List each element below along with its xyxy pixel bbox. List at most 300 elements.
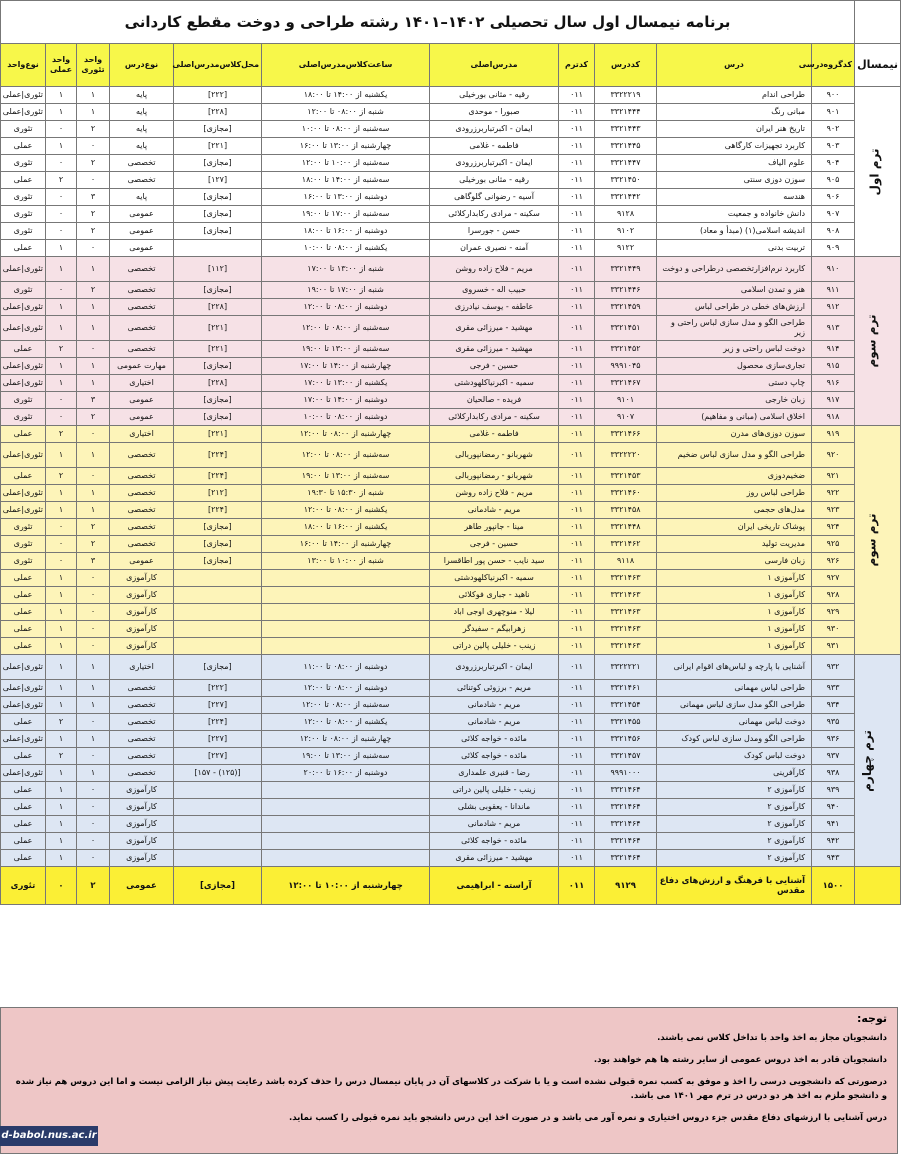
instructor: فریده - صالحیان (430, 392, 559, 409)
instructor: آراسته - ابراهیمی (430, 867, 559, 905)
instructor: ایمان - اکبرتباربرزرودی (430, 121, 559, 138)
term-code: ۰۱۱ (559, 867, 595, 905)
course-type: عمومی (110, 867, 174, 905)
practical-units: ۰ (46, 519, 77, 536)
course-name: ضخیم‌دوزی (657, 468, 812, 485)
class-location: [۲۲۸] (174, 375, 262, 392)
theory-units: ۲ (77, 155, 110, 172)
group-code: ۹۱۱ (812, 282, 855, 299)
unit-type: تئوری (1, 155, 46, 172)
practical-units: ۱ (46, 621, 77, 638)
practical-units: ۱ (46, 358, 77, 375)
practical-units: ۱ (46, 697, 77, 714)
class-location: [(۱۲۵) - ۱۵۷] (174, 765, 262, 782)
header-theory-units: واحد تئوری (77, 44, 110, 87)
group-code: ۹۱۹ (812, 426, 855, 443)
theory-units: ۰ (77, 426, 110, 443)
notes-box (0, 1007, 898, 1154)
course-type: کارآموزی (110, 816, 174, 833)
practical-units: ۱ (46, 638, 77, 655)
table-header (1, 44, 901, 87)
class-location (174, 782, 262, 799)
table-row (1, 206, 901, 223)
course-name: طراحی الگو ومدل سازی لباس کودک (657, 731, 812, 748)
practical-units: ۲ (46, 714, 77, 731)
table-row (1, 299, 901, 316)
class-time: سه‌شنبه از ۱۷:۰۰ تا ۱۹:۰۰ (262, 206, 430, 223)
class-time: چهارشنبه از ۱۴:۰۰ تا ۱۶:۰۰ (262, 536, 430, 553)
group-code: ۹۱۳ (812, 316, 855, 341)
course-code: ۳۳۲۱۴۵۱ (595, 316, 657, 341)
course-name: مدل‌های حجمی (657, 502, 812, 519)
course-name: پوشاک تاریخی ایران (657, 519, 812, 536)
table-row (1, 104, 901, 121)
course-type: تخصصی (110, 257, 174, 282)
unit-type: تئوری|عملی (1, 697, 46, 714)
instructor: مریم - برزوئی کوتنائی (430, 680, 559, 697)
instructor: زهرابیگم - سفیدگر (430, 621, 559, 638)
unit-type: عملی (1, 748, 46, 765)
unit-type: تئوری|عملی (1, 87, 46, 104)
group-code: ۹۱۴ (812, 341, 855, 358)
table-row (1, 121, 901, 138)
table-row (1, 519, 901, 536)
group-code: ۹۲۴ (812, 519, 855, 536)
class-time: یکشنبه از ۱۳:۰۰ تا ۱۷:۰۰ (262, 375, 430, 392)
group-code: ۹۰۳ (812, 138, 855, 155)
unit-type: تئوری|عملی (1, 502, 46, 519)
table-row (1, 604, 901, 621)
course-name: کارآموزی ۲ (657, 850, 812, 867)
term-code: ۰۱۱ (559, 409, 595, 426)
course-name: آشنایی با پارچه و لباس‌های اقوام ایرانی (657, 655, 812, 680)
term-code: ۰۱۱ (559, 485, 595, 502)
semester-label (855, 257, 901, 426)
course-name: طراحی لباس روز (657, 485, 812, 502)
class-time: سه‌شنبه از ۰۸:۰۰ تا ۱۰:۰۰ (262, 121, 430, 138)
course-code: ۳۳۲۱۴۶۳ (595, 621, 657, 638)
instructor: فاطمه - غلامی (430, 138, 559, 155)
instructor: ناهید - جباری فوکلائی (430, 587, 559, 604)
instructor: رقیه - مثانی بورخیلی (430, 172, 559, 189)
course-type: کارآموزی (110, 799, 174, 816)
corner-cell (855, 1, 901, 44)
instructor: سمیه - اکبرنیاکلهودشتی (430, 375, 559, 392)
class-time: شنبه از ۱۷:۰۰ تا ۱۹:۰۰ (262, 282, 430, 299)
instructor: حسین - فرجی (430, 358, 559, 375)
practical-units: ۰ (46, 121, 77, 138)
term-code: ۰۱۱ (559, 816, 595, 833)
unit-type: تئوری|عملی (1, 765, 46, 782)
unit-type: عملی (1, 468, 46, 485)
class-location (174, 833, 262, 850)
class-location: [مجازی] (174, 121, 262, 138)
practical-units: ۱ (46, 782, 77, 799)
note-item: درس آشنایی با ارزشهای دفاع مقدس جزء دروس اختیاری و نمره آور می باشد و در صورت اخذ این درس دانشجو باید نمره قبولی را کسب نماید. (288, 1113, 887, 1123)
group-code: ۹۲۰ (812, 443, 855, 468)
practical-units: ۰ (46, 409, 77, 426)
course-name: آشنایی با فرهنگ و ارزش‌های دفاع مقدس (657, 867, 812, 905)
theory-units: ۰ (77, 570, 110, 587)
instructor: مریم - شادمانی (430, 502, 559, 519)
course-type: تخصصی (110, 443, 174, 468)
practical-units: ۲ (46, 172, 77, 189)
course-name: طراحی الگو مدل سازی لباس مهمانی (657, 697, 812, 714)
course-type: تخصصی (110, 299, 174, 316)
instructor: مائده - خواجه کلائی (430, 833, 559, 850)
unit-type: عملی (1, 850, 46, 867)
course-type: پایه (110, 87, 174, 104)
course-type: اختیاری (110, 375, 174, 392)
course-name: زبان خارجی (657, 392, 812, 409)
header-group-code: کدگروه‌درسی (812, 44, 855, 87)
practical-units: ۱ (46, 833, 77, 850)
instructor: مریم - شادمانی (430, 816, 559, 833)
term-code: ۰۱۱ (559, 189, 595, 206)
theory-units: ۳ (77, 392, 110, 409)
header-course-code: کددرس (595, 44, 657, 87)
class-time: چهارشنبه از ۰۸:۰۰ تا ۱۲:۰۰ (262, 731, 430, 748)
group-code: ۹۱۵ (812, 358, 855, 375)
theory-units: ۱ (77, 697, 110, 714)
practical-units: ۱ (46, 87, 77, 104)
class-location: [۲۲۴] (174, 714, 262, 731)
class-time: شنبه از ۱۳:۰۰ تا ۱۷:۰۰ (262, 257, 430, 282)
class-location: [مجازی] (174, 655, 262, 680)
term-code: ۰۱۱ (559, 223, 595, 240)
course-code: ۳۳۲۲۲۲۱ (595, 655, 657, 680)
practical-units: ۰ (46, 553, 77, 570)
course-name: سوزن دوزی‌های مدرن (657, 426, 812, 443)
table-row (1, 850, 901, 867)
unit-type: عملی (1, 799, 46, 816)
class-time: چهارشنبه از ۱۳:۰۰ تا ۱۶:۰۰ (262, 138, 430, 155)
instructor: فاطمه - غلامی (430, 426, 559, 443)
term-code: ۰۱۱ (559, 782, 595, 799)
class-location: [۲۲۴] (174, 502, 262, 519)
group-code: ۹۲۲ (812, 485, 855, 502)
class-time (262, 816, 430, 833)
class-time: چهارشنبه از ۰۸:۰۰ تا ۱۲:۰۰ (262, 426, 430, 443)
course-code: ۳۳۲۱۴۶۴ (595, 816, 657, 833)
course-code: ۹۱۰۱ (595, 392, 657, 409)
unit-type: تئوری|عملی (1, 299, 46, 316)
course-name: اخلاق اسلامی (مبانی و مفاهیم) (657, 409, 812, 426)
unit-type: عملی (1, 587, 46, 604)
course-type: تخصصی (110, 731, 174, 748)
term-code: ۰۱۱ (559, 358, 595, 375)
class-location: [۲۲۱] (174, 316, 262, 341)
course-type: کارآموزی (110, 604, 174, 621)
instructor: آمنه - نصیری عمران (430, 240, 559, 257)
class-location: [مجازی] (174, 155, 262, 172)
instructor: سکینه - مرادی رکابدارکلائی (430, 206, 559, 223)
class-location: [مجازی] (174, 206, 262, 223)
header-time: ساعت‌کلاس‌مدرس‌اصلی (262, 44, 430, 87)
table-row (1, 714, 901, 731)
instructor: زینب - خلیلی پالین دراتی (430, 782, 559, 799)
practical-units: ۰ (46, 155, 77, 172)
course-type: تخصصی (110, 714, 174, 731)
unit-type: عملی (1, 714, 46, 731)
term-code: ۰۱۱ (559, 468, 595, 485)
term-code: ۰۱۱ (559, 799, 595, 816)
group-code: ۹۳۳ (812, 680, 855, 697)
instructor: سمیه - اکبرنیاکلهودشتی (430, 570, 559, 587)
header-course-type: نوع‌درس (110, 44, 174, 87)
term-code: ۰۱۱ (559, 697, 595, 714)
course-code: ۳۳۲۱۴۴۴ (595, 104, 657, 121)
course-type: پایه (110, 121, 174, 138)
theory-units: ۰ (77, 621, 110, 638)
course-code: ۳۳۲۱۴۵۸ (595, 502, 657, 519)
unit-type: عملی (1, 426, 46, 443)
class-location: [۱۱۲] (174, 257, 262, 282)
practical-units: ۲ (46, 341, 77, 358)
class-location: [۲۲۲] (174, 87, 262, 104)
practical-units: ۱ (46, 104, 77, 121)
class-time: دوشنبه از ۰۸:۰۰ تا ۱۱:۰۰ (262, 655, 430, 680)
course-code: ۳۳۲۱۴۵۲ (595, 341, 657, 358)
group-code: ۹۳۹ (812, 782, 855, 799)
course-name: کارآموزی ۱ (657, 587, 812, 604)
class-location: [۲۲۷] (174, 731, 262, 748)
theory-units: ۱ (77, 680, 110, 697)
unit-type: عملی (1, 138, 46, 155)
course-code: ۳۳۲۲۲۱۹ (595, 87, 657, 104)
class-time: شنبه از ۱۰:۰۰ تا ۱۳:۰۰ (262, 553, 430, 570)
theory-units: ۱ (77, 485, 110, 502)
class-location: [۲۲۲] (174, 680, 262, 697)
class-location: [مجازی] (174, 282, 262, 299)
class-time: دوشنبه از ۰۸:۰۰ تا ۱۰:۰۰ (262, 409, 430, 426)
table-row (1, 731, 901, 748)
unit-type: تئوری (1, 409, 46, 426)
table-row (1, 155, 901, 172)
table-row (1, 443, 901, 468)
unit-type: تئوری (1, 223, 46, 240)
class-location: [مجازی] (174, 536, 262, 553)
table-row (1, 697, 901, 714)
theory-units: ۱ (77, 257, 110, 282)
course-code: ۹۱۲۹ (595, 867, 657, 905)
instructor: مائده - خواجه کلائی (430, 748, 559, 765)
course-name: کارآفرینی (657, 765, 812, 782)
course-code: ۳۳۲۱۴۶۷ (595, 375, 657, 392)
course-code: ۳۳۲۱۴۶۳ (595, 638, 657, 655)
course-type: تخصصی (110, 282, 174, 299)
unit-type: عملی (1, 782, 46, 799)
theory-units: ۰ (77, 748, 110, 765)
table-row (1, 87, 901, 104)
instructor: مریم - فلاح زاده روشن (430, 485, 559, 502)
group-code: ۹۴۳ (812, 850, 855, 867)
class-time: چهارشنبه از ۱۰:۰۰ تا ۱۲:۰۰ (262, 867, 430, 905)
practical-units: ۱ (46, 604, 77, 621)
class-time: سه‌شنبه از ۰۸:۰۰ تا ۱۲:۰۰ (262, 697, 430, 714)
table-row (1, 799, 901, 816)
course-name: سوزن دوزی سنتی (657, 172, 812, 189)
group-code: ۹۲۶ (812, 553, 855, 570)
group-code: ۹۳۵ (812, 714, 855, 731)
course-name: طراحی الگو و مدل سازی لباس راحتی و زیر (657, 316, 812, 341)
practical-units: ۰ (46, 536, 77, 553)
note-item: دانشجویان مجاز به اخذ واحد با تداخل کلاس نمی باشند. (657, 1033, 887, 1043)
unit-type: تئوری (1, 867, 46, 905)
term-code: ۰۱۱ (559, 121, 595, 138)
unit-type: عملی (1, 816, 46, 833)
course-type: تخصصی (110, 485, 174, 502)
table-row (1, 223, 901, 240)
class-location: [مجازی] (174, 392, 262, 409)
instructor: رضا - قنبری علمداری (430, 765, 559, 782)
course-code: ۳۳۲۱۴۵۳ (595, 468, 657, 485)
class-location: [۲۱۲] (174, 485, 262, 502)
course-type: تخصصی (110, 316, 174, 341)
course-name: تجاری‌سازی محصول (657, 358, 812, 375)
course-name: دانش خانواده و جمعیت (657, 206, 812, 223)
theory-units: ۰ (77, 850, 110, 867)
class-location: [۲۲۷] (174, 748, 262, 765)
group-code: ۹۰۵ (812, 172, 855, 189)
course-name: مبانی رنگ (657, 104, 812, 121)
course-type: تخصصی (110, 341, 174, 358)
group-code: ۹۰۰ (812, 87, 855, 104)
group-code: ۹۲۳ (812, 502, 855, 519)
course-type: کارآموزی (110, 782, 174, 799)
unit-type: تئوری|عملی (1, 316, 46, 341)
term-code: ۰۱۱ (559, 680, 595, 697)
course-code: ۳۳۲۱۴۵۴ (595, 697, 657, 714)
term-code: ۰۱۱ (559, 655, 595, 680)
theory-units: ۱ (77, 316, 110, 341)
practical-units: ۲ (46, 468, 77, 485)
practical-units: ۰ (46, 206, 77, 223)
header-semester: نیمسال (855, 44, 901, 87)
unit-type: تئوری|عملی (1, 443, 46, 468)
unit-type: تئوری|عملی (1, 680, 46, 697)
term-code: ۰۱۱ (559, 731, 595, 748)
practical-units: ۱ (46, 765, 77, 782)
instructor: ایمان - اکبرتباربرزرودی (430, 655, 559, 680)
header-instructor: مدرس‌اصلی (430, 44, 559, 87)
unit-type: تئوری (1, 189, 46, 206)
class-time (262, 799, 430, 816)
group-code: ۹۱۷ (812, 392, 855, 409)
class-time (262, 587, 430, 604)
term-code: ۰۱۱ (559, 621, 595, 638)
course-type: تخصصی (110, 519, 174, 536)
theory-units: ۱ (77, 765, 110, 782)
course-code: ۳۳۲۱۴۶۱ (595, 680, 657, 697)
unit-type: عملی (1, 172, 46, 189)
instructor: رقیه - مثانی بورخیلی (430, 87, 559, 104)
unit-type: تئوری|عملی (1, 485, 46, 502)
class-time: دوشنبه از ۱۶:۰۰ تا ۱۸:۰۰ (262, 223, 430, 240)
theory-units: ۲ (77, 121, 110, 138)
course-code: ۹۱۲۲ (595, 240, 657, 257)
theory-units: ۰ (77, 816, 110, 833)
practical-units: ۰ (46, 189, 77, 206)
course-code: ۳۳۲۱۴۵۷ (595, 748, 657, 765)
instructor: مریم - شادمانی (430, 697, 559, 714)
course-name: علوم الیاف (657, 155, 812, 172)
term-code: ۰۱۱ (559, 138, 595, 155)
group-code: ۹۱۶ (812, 375, 855, 392)
table-row (1, 172, 901, 189)
table-row (1, 748, 901, 765)
table-row (1, 502, 901, 519)
instructor: آسیه - رضوانی گلوگاهی (430, 189, 559, 206)
unit-type: عملی (1, 604, 46, 621)
term-code: ۰۱۱ (559, 604, 595, 621)
unit-type: تئوری|عملی (1, 375, 46, 392)
term-code: ۰۱۱ (559, 443, 595, 468)
instructor: سید نایب - حسن پور اطاقسرا (430, 553, 559, 570)
course-code: ۳۳۲۲۲۲۰ (595, 443, 657, 468)
group-code: ۹۴۱ (812, 816, 855, 833)
class-location (174, 587, 262, 604)
practical-units: ۱ (46, 257, 77, 282)
group-code: ۹۱۲ (812, 299, 855, 316)
course-name: کاربرد تجهیزات کارگاهی (657, 138, 812, 155)
group-code: ۹۳۱ (812, 638, 855, 655)
term-code: ۰۱۱ (559, 282, 595, 299)
instructor: ماندانا - یعقوبی بشلی (430, 799, 559, 816)
term-code: ۰۱۱ (559, 850, 595, 867)
class-time: سه‌شنبه از ۰۸:۰۰ تا ۱۲:۰۰ (262, 316, 430, 341)
instructor: حبیب اله - خسروی (430, 282, 559, 299)
course-code: ۳۳۲۱۴۵۰ (595, 172, 657, 189)
unit-type: عملی (1, 833, 46, 850)
table-row (1, 257, 901, 282)
group-code: ۹۰۸ (812, 223, 855, 240)
theory-units: ۲ (77, 282, 110, 299)
class-location: [مجازی] (174, 867, 262, 905)
unit-type: عملی (1, 621, 46, 638)
unit-type: تئوری|عملی (1, 257, 46, 282)
class-time: سه‌شنبه از ۱۰:۰۰ تا ۱۲:۰۰ (262, 155, 430, 172)
unit-type: عملی (1, 341, 46, 358)
practical-units: ۱ (46, 816, 77, 833)
class-location: [۲۲۱] (174, 138, 262, 155)
course-code: ۳۳۲۱۴۶۳ (595, 604, 657, 621)
term-code: ۰۱۱ (559, 257, 595, 282)
class-time: سه‌شنبه از ۰۸:۰۰ تا ۱۲:۰۰ (262, 443, 430, 468)
term-code: ۰۱۱ (559, 536, 595, 553)
group-code: ۹۲۸ (812, 587, 855, 604)
instructor: لیلا - منوچهری اوجی اباد (430, 604, 559, 621)
course-name: زبان فارسی (657, 553, 812, 570)
course-name: کارآموزی ۱ (657, 570, 812, 587)
theory-units: ۱ (77, 375, 110, 392)
site-watermark: d-babol.nus.ac.ir (0, 1126, 98, 1146)
course-type: عمومی (110, 240, 174, 257)
unit-type: تئوری (1, 536, 46, 553)
class-location (174, 240, 262, 257)
course-name: کارآموزی ۱ (657, 621, 812, 638)
practical-units: ۱ (46, 680, 77, 697)
instructor: ایمان - اکبرتباربرزرودی (430, 155, 559, 172)
group-code: ۱۵۰۰ (812, 867, 855, 905)
practical-units: ۱ (46, 655, 77, 680)
course-name: دوخت لباس مهمانی (657, 714, 812, 731)
class-time: دوشنبه از ۰۸:۰۰ تا ۱۲:۰۰ (262, 680, 430, 697)
course-name: کارآموزی ۲ (657, 782, 812, 799)
unit-type: تئوری (1, 519, 46, 536)
course-type: تخصصی (110, 680, 174, 697)
instructor: مریم - فلاح زاده روشن (430, 257, 559, 282)
